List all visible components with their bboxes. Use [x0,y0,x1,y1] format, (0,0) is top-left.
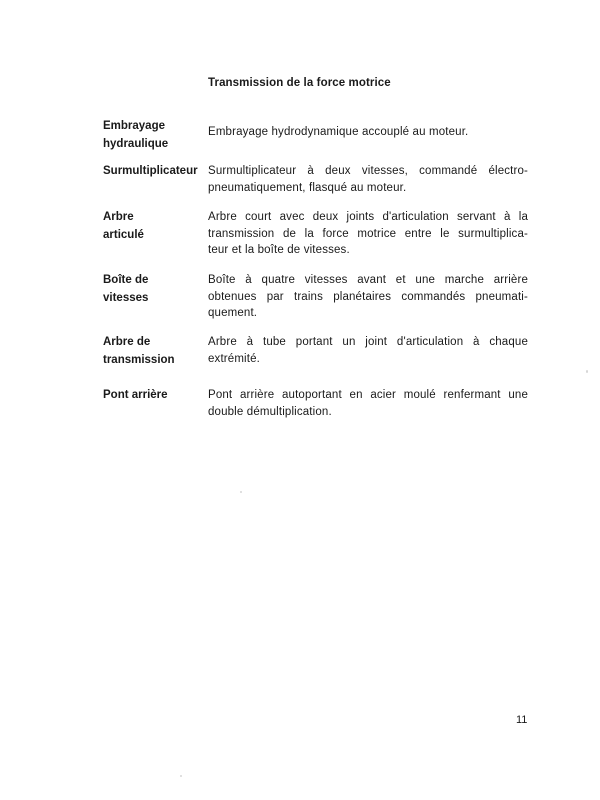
spec-term [103,386,207,404]
spec-description [208,387,528,420]
scan-speck [180,775,182,777]
desc-line: extrémité. [208,352,260,365]
desc-line: transmission de la force motrice entre le surmultiplica- [208,227,528,240]
scan-speck [240,491,242,493]
term-line: hydraulique [103,138,169,150]
spec-description [208,334,528,367]
desc-line: Arbre court avec deux joints d'articulation servant à la [208,211,528,223]
desc-line: Pont arrière autoportant en acier moulé renfermant une [208,389,528,401]
page-number: 11 [516,714,528,726]
spec-description [208,163,528,196]
term-line: Embrayage [103,120,166,132]
term-line: Boîte de [103,274,149,286]
desc-line: quement. [208,307,258,319]
desc-line: double démultiplication. [208,405,332,418]
term-line: Pont arrière [103,389,168,401]
term-line: Arbre [103,211,134,223]
term-line: Arbre de [103,336,151,348]
desc-line: Arbre à tube portant un joint d'articulation à chaque [208,336,528,348]
term-line: articulé [103,229,144,241]
desc-line: obtenues par trains planétaires commandés pneumati- [208,290,528,303]
spec-description [208,209,528,259]
desc-line: Embrayage hydrodynamique accouplé au moteur. [208,126,469,138]
desc-line: Boîte à quatre vitesses avant et une marche arrière [208,274,528,286]
section-title: Transmission de la force motrice [208,77,391,89]
scan-speck [586,370,588,373]
spec-description [208,124,528,141]
spec-term [103,333,207,369]
spec-description [208,272,528,322]
spec-term [103,208,207,244]
spec-term [103,117,207,153]
desc-line: teur et la boîte de vitesses. [208,244,350,256]
desc-line: Surmultiplicateur à deux vitesses, commandé électro- [208,165,528,177]
desc-line: pneumatiquement, flasqué au moteur. [208,181,407,194]
term-line: Surmultiplicateur [103,165,198,177]
spec-term [103,162,207,180]
spec-term [103,271,207,307]
term-line: vitesses [103,292,149,304]
term-line: transmission [103,354,175,366]
